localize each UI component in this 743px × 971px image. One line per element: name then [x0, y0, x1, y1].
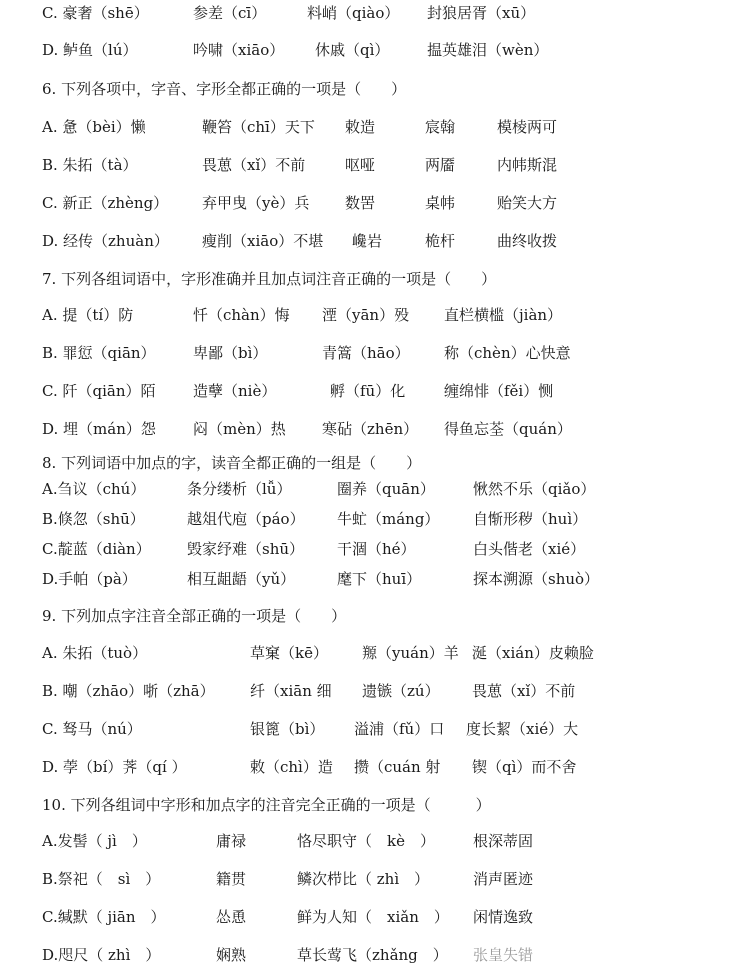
answer-option-row: [0, 340, 743, 366]
answer-option-row: [0, 302, 743, 328]
option-term: 湮（yān）殁: [322, 306, 410, 324]
option-term: 畏葸（xǐ）不前: [202, 156, 306, 174]
option-lead-term: B.倏忽（shū）: [42, 510, 145, 528]
option-term: 条分缕析（lǚ）: [187, 480, 292, 498]
answer-option-row: [0, 0, 743, 26]
answer-option-row: [0, 866, 743, 892]
question-stem: [0, 76, 743, 102]
option-term: 庸禄: [216, 832, 247, 850]
option-term: 张皇失错: [473, 946, 534, 964]
option-lead-term: A.发髻（ jì ）: [42, 832, 147, 850]
option-term: 揾英雄泪（wèn）: [427, 41, 549, 59]
option-term: 纤（xiān 细: [250, 682, 332, 700]
answer-option-row: [0, 678, 743, 704]
question-text: 6. 下列各项中，字音、字形全都正确的一项是（ ）: [42, 80, 407, 98]
answer-option-row: [0, 476, 743, 502]
answer-option-row: [0, 506, 743, 532]
option-term: 模棱两可: [497, 118, 558, 136]
option-term: 休戚（qì）: [315, 41, 390, 59]
option-term: 两靥: [425, 156, 456, 174]
option-term: 曲终收拨: [497, 232, 558, 250]
option-term: 干涸（hé）: [337, 540, 416, 558]
option-term: 鞭笞（chī）天下: [202, 118, 315, 136]
question-stem: [0, 603, 743, 629]
option-term: 鳞次栉比（ zhì ）: [297, 870, 430, 888]
question-text: 8. 下列词语中加点的字，读音全都正确的一组是（ ）: [42, 454, 422, 472]
question-text: 9. 下列加点字注音全部正确的一项是（ ）: [42, 607, 347, 625]
option-term: 消声匿迹: [473, 870, 534, 888]
option-term: 敕造: [345, 118, 376, 136]
option-term: 瘦削（xiāo）不堪: [202, 232, 324, 250]
answer-option-row: [0, 716, 743, 742]
option-term: 溢浦（fǔ）口: [354, 720, 445, 738]
option-term: 麾下（huī）: [337, 570, 422, 588]
option-term: 草窠（kē）: [250, 644, 328, 662]
answer-option-row: [0, 152, 743, 178]
option-term: 忏（chàn）悔: [193, 306, 290, 324]
option-term: 圈养（quān）: [337, 480, 435, 498]
option-term: 青篙（hāo）: [322, 344, 410, 362]
answer-option-row: [0, 904, 743, 930]
option-term: 怂恿: [216, 908, 247, 926]
question-stem: [0, 266, 743, 292]
option-term: 寒砧（zhēn）: [322, 420, 419, 438]
option-term: 锲（qì）而不舍: [472, 758, 577, 776]
option-lead-term: B.祭祀（ sì ）: [42, 870, 161, 888]
option-lead-term: D. 荸（bí）荠（qí ）: [42, 758, 187, 776]
answer-option-row: [0, 190, 743, 216]
answer-option-row: [0, 114, 743, 140]
option-lead-term: A. 惫（bèi）懒: [42, 118, 146, 136]
question-stem: [0, 450, 743, 476]
option-term: 鲜为人知（ xiǎn ）: [297, 908, 449, 926]
answer-option-row: [0, 378, 743, 404]
option-lead-term: A. 提（tí）防: [42, 306, 134, 324]
option-lead-term: C.靛蓝（diàn）: [42, 540, 151, 558]
question-text: 10. 下列各组词中字形和加点字的注音完全正确的一项是（ ）: [42, 796, 491, 814]
option-term: 恪尽职守（ kè ）: [297, 832, 435, 850]
option-lead-term: C. 新正（zhèng）: [42, 194, 169, 212]
answer-option-row: [0, 942, 743, 968]
option-term: 自惭形秽（huì）: [473, 510, 588, 528]
option-lead-term: D.手帕（pà）: [42, 570, 137, 588]
option-term: 探本溯源（shuò）: [473, 570, 600, 588]
option-term: 造孽（niè）: [193, 382, 277, 400]
answer-option-row: [0, 416, 743, 442]
answer-option-row: [0, 754, 743, 780]
option-lead-term: C. 豪奢（shē）: [42, 4, 149, 22]
option-term: 封狼居胥（xū）: [427, 4, 536, 22]
option-term: 遗镞（zú）: [362, 682, 440, 700]
option-term: 愀然不乐（qiǎo）: [473, 480, 596, 498]
option-lead-term: D. 鲈鱼（lú）: [42, 41, 138, 59]
option-lead-term: D. 埋（mán）怨: [42, 420, 156, 438]
option-term: 桌帏: [425, 194, 456, 212]
option-term: 缠绵悱（fěi）恻: [444, 382, 554, 400]
option-term: 吟啸（xiāo）: [193, 41, 285, 59]
option-term: 贻笑大方: [497, 194, 558, 212]
option-term: 度长絜（xié）大: [466, 720, 579, 738]
option-term: 弃甲曳（yè）兵: [202, 194, 310, 212]
option-lead-term: C. 驽马（nú）: [42, 720, 142, 738]
question-text: 7. 下列各组词语中，字形准确并且加点词注音正确的一项是（ ）: [42, 270, 497, 288]
answer-option-row: [0, 828, 743, 854]
option-lead-term: A.刍议（chú）: [42, 480, 146, 498]
option-term: 草长莺飞（zhǎng ）: [297, 946, 448, 964]
option-term: 巉岩: [352, 232, 383, 250]
option-term: 白头偕老（xié）: [473, 540, 586, 558]
option-term: 攒（cuán 射: [354, 758, 441, 776]
answer-option-row: [0, 37, 743, 63]
option-lead-term: B. 嘲（zhāo）哳（zhā）: [42, 682, 215, 700]
option-term: 毁家纾难（shū）: [187, 540, 305, 558]
question-stem: [0, 792, 743, 818]
option-term: 宸翰: [425, 118, 456, 136]
answer-option-row: [0, 566, 743, 592]
option-term: 闲情逸致: [473, 908, 534, 926]
option-term: 料峭（qiào）: [307, 4, 400, 22]
option-term: 内帏斯混: [497, 156, 558, 174]
option-term: 得鱼忘荃（quán）: [444, 420, 572, 438]
option-term: 卑鄙（bì）: [193, 344, 268, 362]
option-lead-term: D.咫尺（ zhì ）: [42, 946, 161, 964]
option-term: 桅杆: [425, 232, 456, 250]
option-term: 涎（xián）皮赖脸: [472, 644, 594, 662]
option-lead-term: A. 朱拓（tuò）: [42, 644, 148, 662]
option-term: 敕（chì）造: [250, 758, 333, 776]
option-lead-term: B. 朱拓（tà）: [42, 156, 138, 174]
option-term: 直栏横槛（jiàn）: [444, 306, 563, 324]
option-lead-term: B. 罪愆（qiān）: [42, 344, 156, 362]
answer-option-row: [0, 536, 743, 562]
option-lead-term: D. 经传（zhuàn）: [42, 232, 169, 250]
option-term: 闷（mèn）热: [193, 420, 286, 438]
option-term: 根深蒂固: [473, 832, 534, 850]
option-term: 娴熟: [216, 946, 247, 964]
option-lead-term: C. 阡（qiān）陌: [42, 382, 156, 400]
option-term: 呕哑: [345, 156, 376, 174]
option-term: 羱（yuán）羊: [362, 644, 459, 662]
answer-option-row: [0, 640, 743, 666]
option-term: 数罟: [345, 194, 376, 212]
option-term: 畏葸（xǐ）不前: [472, 682, 576, 700]
option-term: 籍贯: [216, 870, 247, 888]
option-term: 孵（fū）化: [330, 382, 406, 400]
option-term: 越俎代庖（páo）: [187, 510, 305, 528]
answer-option-row: [0, 228, 743, 254]
option-lead-term: C.缄默（ jiān ）: [42, 908, 166, 926]
option-term: 称（chèn）心快意: [444, 344, 571, 362]
option-term: 银篦（bì）: [250, 720, 325, 738]
option-term: 相互龃龉（yǔ）: [187, 570, 296, 588]
option-term: 牛虻（máng）: [337, 510, 440, 528]
option-term: 参差（cī）: [193, 4, 267, 22]
